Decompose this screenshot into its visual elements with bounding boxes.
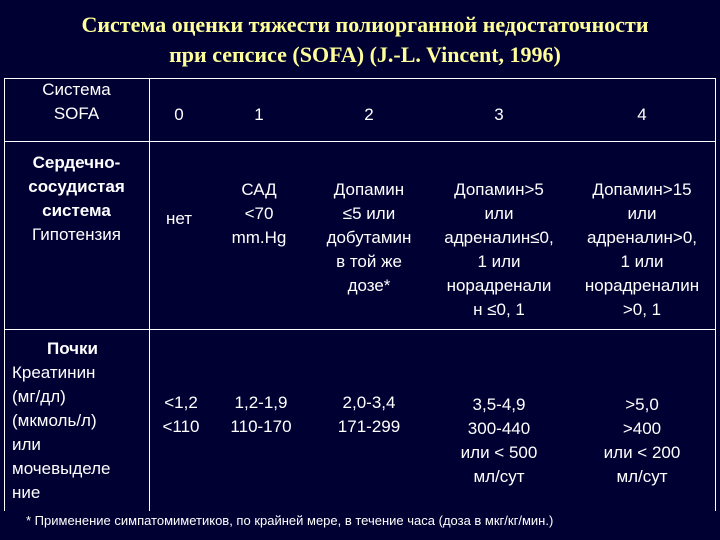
cardio-s3-line-2: или — [484, 204, 514, 223]
renal-label-line-6: мочевыделе — [12, 459, 111, 478]
cardio-s3-line-3: адреналин≤0, — [444, 228, 554, 247]
renal-s3-line-2: 300-440 — [467, 419, 531, 438]
footnote: * Применение симпатомиметиков, по крайней мере, в течение часа (доза в мкг/кг/мин.) — [26, 513, 554, 528]
cardio-s4-line-2: или — [627, 204, 657, 223]
renal-s4-line-4: мл/сут — [616, 467, 668, 486]
header-score-1: 1 — [254, 105, 264, 124]
renal-score-1 — [211, 389, 311, 441]
cardio-s1-line-1: САД — [241, 180, 277, 199]
cardio-s4-line-6: >0, 1 — [622, 300, 662, 319]
cardio-s4-line-5: норадреналин — [584, 276, 700, 295]
cardio-s0-line-1: нет — [165, 209, 193, 228]
cardio-score-0 — [149, 149, 209, 289]
cardio-s2-line-2: ≤5 или — [342, 204, 396, 223]
header-system-label — [4, 79, 149, 124]
header-score-3: 3 — [494, 105, 504, 124]
renal-label-line-2: Креатинин — [12, 363, 96, 382]
renal-s1-line-2: 110-170 — [230, 417, 292, 436]
renal-label-line-5: или — [12, 435, 41, 454]
cardio-s3-line-4: 1 или — [477, 252, 521, 271]
renal-s1-line-1: 1,2-1,9 — [234, 393, 288, 412]
renal-score-3 — [429, 389, 569, 493]
slide-title — [40, 10, 690, 70]
renal-score-0 — [149, 389, 213, 441]
title-line-1: Система оценки тяжести полиорганной недостаточности — [81, 12, 649, 37]
renal-s2-line-2: 171-299 — [337, 417, 401, 436]
renal-s3-line-1: 3,5-4,9 — [472, 395, 526, 414]
renal-s3-line-3: или < 500 — [460, 443, 538, 462]
table-divider-row — [4, 329, 716, 330]
cardio-label-line-3: система — [42, 201, 111, 220]
table-border-left — [4, 79, 5, 511]
renal-s0-line-1: <1,2 — [164, 393, 198, 412]
renal-score-2 — [309, 389, 429, 441]
cardio-s4-line-3: адреналин>0, — [586, 228, 698, 247]
cardio-s4-line-4: 1 или — [620, 252, 664, 271]
cardio-score-4 — [569, 177, 715, 323]
renal-label-line-4: (мкмоль/л) — [12, 411, 97, 430]
cardio-s4-line-1: Допамин>15 — [592, 180, 692, 199]
renal-label — [12, 332, 149, 510]
cardio-s1-line-3: mm.Hg — [231, 228, 287, 247]
renal-s4-line-3: или < 200 — [603, 443, 681, 462]
renal-s2-line-1: 2,0-3,4 — [342, 393, 396, 412]
cardio-label — [4, 149, 149, 249]
renal-score-4 — [569, 389, 715, 493]
header-system-line-1: Система — [42, 79, 111, 99]
renal-label-line-3: (мг/дл) — [12, 387, 66, 406]
renal-s4-line-1: >5,0 — [625, 395, 659, 414]
header-system-line-2: SOFA — [53, 103, 100, 123]
cardio-s1-line-2: <70 — [244, 204, 274, 223]
table-divider-vertical — [149, 79, 150, 511]
renal-label-line-1: Почки — [46, 339, 98, 358]
header-score-4: 4 — [637, 105, 647, 124]
renal-label-line-7: ние — [12, 483, 41, 502]
cardio-score-3 — [429, 177, 569, 323]
cardio-s2-line-3: добутамин — [326, 228, 412, 247]
cardio-s3-line-6: н ≤0, 1 — [473, 300, 525, 319]
cardio-s2-line-4: в той же — [336, 252, 402, 271]
renal-s3-line-4: мл/сут — [473, 467, 525, 486]
table-divider-header — [4, 141, 716, 142]
title-line-2: при сепсисе (SOFA) (J.-L. Vincent, 1996) — [169, 42, 561, 67]
cardio-label-line-2: сосудистая — [28, 177, 125, 196]
cardio-score-2 — [309, 177, 429, 299]
cardio-s2-line-1: Допамин — [333, 180, 405, 199]
cardio-score-1 — [209, 177, 309, 251]
cardio-s3-line-1: Допамин>5 — [454, 180, 544, 199]
cardio-s3-line-5: норадренали — [446, 276, 552, 295]
cardio-label-line-4: Гипотензия — [32, 225, 121, 244]
renal-s4-line-2: >400 — [622, 419, 662, 438]
header-score-2: 2 — [364, 105, 374, 124]
header-score-0: 0 — [174, 105, 184, 124]
sofa-table — [4, 78, 716, 511]
cardio-s2-line-5: дозе* — [347, 276, 391, 295]
table-border-right — [715, 79, 716, 511]
cardio-label-line-1: Сердечно- — [32, 153, 121, 172]
renal-s0-line-2: <110 — [162, 417, 200, 436]
